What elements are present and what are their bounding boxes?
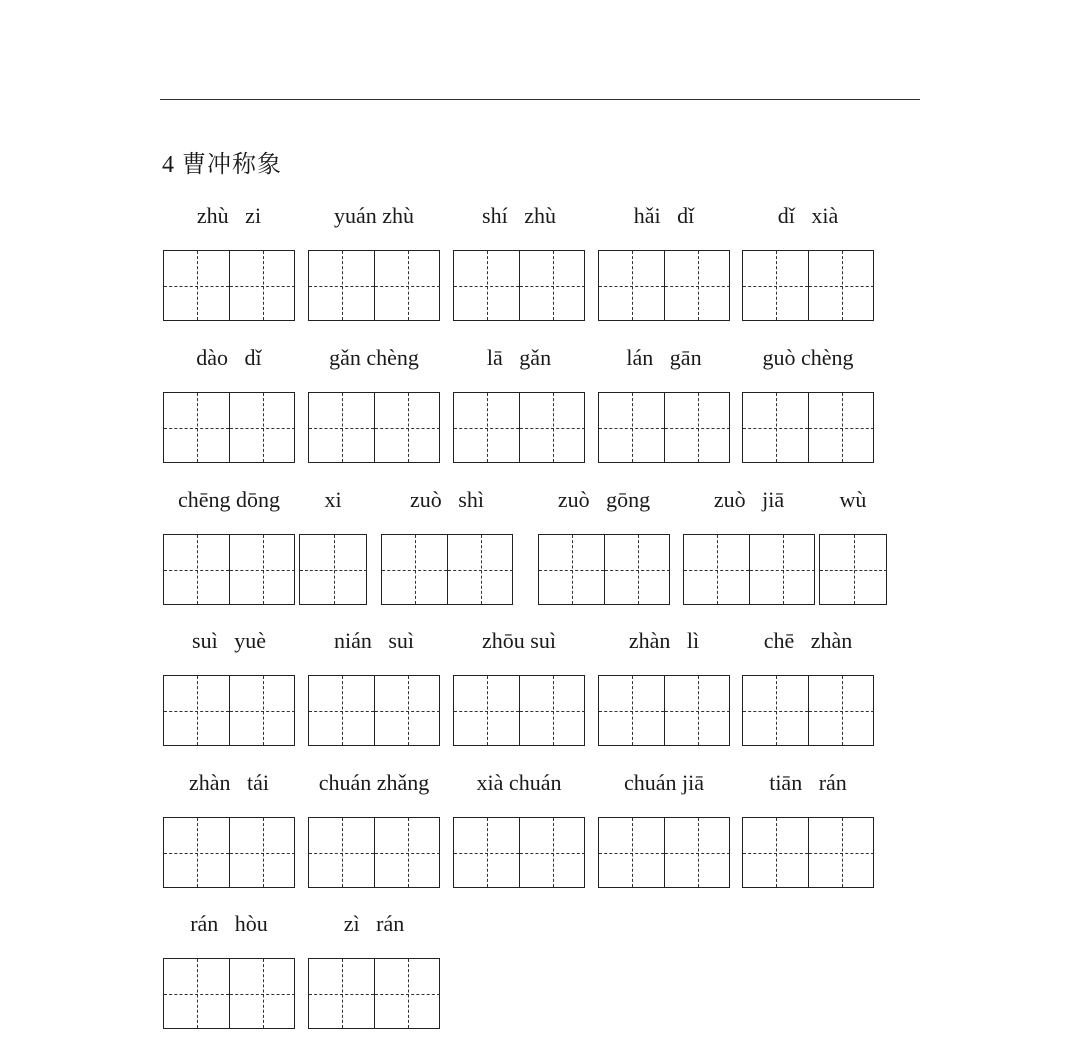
writing-box[interactable] bbox=[163, 817, 295, 888]
guide-line-horizontal bbox=[375, 428, 440, 429]
guide-line-horizontal bbox=[743, 286, 808, 287]
tianzige-cell[interactable] bbox=[743, 393, 808, 462]
tianzige-cell[interactable] bbox=[743, 676, 808, 745]
tianzige-cell[interactable] bbox=[664, 251, 730, 320]
writing-box[interactable] bbox=[163, 392, 295, 463]
guide-line-horizontal bbox=[454, 286, 519, 287]
pinyin-label: chuán jiā bbox=[623, 770, 705, 795]
pinyin-label: zhōu suì bbox=[482, 628, 556, 653]
tianzige-cell[interactable] bbox=[374, 676, 440, 745]
guide-line-horizontal bbox=[164, 570, 229, 571]
tianzige-cell[interactable] bbox=[229, 393, 295, 462]
pinyin-label: zuò gōng bbox=[557, 487, 651, 512]
guide-line-horizontal bbox=[599, 286, 664, 287]
writing-box[interactable] bbox=[453, 250, 585, 321]
tianzige-cell[interactable] bbox=[164, 959, 229, 1028]
tianzige-cell[interactable] bbox=[374, 959, 440, 1028]
guide-line-horizontal bbox=[230, 286, 295, 287]
guide-line-horizontal bbox=[809, 711, 874, 712]
pinyin-label: guò chèng bbox=[762, 345, 854, 370]
tianzige-cell[interactable] bbox=[229, 251, 295, 320]
guide-line-horizontal bbox=[375, 994, 440, 995]
tianzige-cell[interactable] bbox=[164, 818, 229, 887]
guide-line-horizontal bbox=[230, 428, 295, 429]
pinyin-label: yuán zhù bbox=[333, 203, 415, 228]
guide-line-horizontal bbox=[520, 711, 585, 712]
writing-box[interactable] bbox=[598, 675, 730, 746]
tianzige-cell[interactable] bbox=[808, 818, 874, 887]
writing-box[interactable] bbox=[299, 534, 367, 605]
tianzige-cell[interactable] bbox=[749, 535, 815, 604]
guide-line-horizontal bbox=[665, 853, 730, 854]
guide-line-horizontal bbox=[300, 570, 367, 571]
tianzige-cell[interactable] bbox=[599, 818, 664, 887]
tianzige-cell[interactable] bbox=[454, 676, 519, 745]
guide-line-horizontal bbox=[599, 428, 664, 429]
guide-line-horizontal bbox=[164, 711, 229, 712]
guide-line-horizontal bbox=[164, 994, 229, 995]
guide-line-horizontal bbox=[375, 711, 440, 712]
writing-box[interactable] bbox=[163, 534, 295, 605]
pinyin-label: zhàn lì bbox=[628, 628, 700, 653]
tianzige-cell[interactable] bbox=[743, 251, 808, 320]
tianzige-cell[interactable] bbox=[164, 676, 229, 745]
tianzige-cell[interactable] bbox=[820, 535, 887, 604]
pinyin-label: zì rán bbox=[343, 911, 405, 936]
guide-line-horizontal bbox=[375, 853, 440, 854]
pinyin-label: zhù zi bbox=[196, 203, 262, 228]
tianzige-cell[interactable] bbox=[599, 676, 664, 745]
tianzige-cell[interactable] bbox=[309, 818, 374, 887]
guide-line-horizontal bbox=[520, 428, 585, 429]
writing-box[interactable] bbox=[381, 534, 513, 605]
guide-line-horizontal bbox=[382, 570, 447, 571]
tianzige-cell[interactable] bbox=[664, 818, 730, 887]
guide-line-horizontal bbox=[539, 570, 604, 571]
guide-line-horizontal bbox=[309, 286, 374, 287]
tianzige-cell[interactable] bbox=[374, 818, 440, 887]
pinyin-label: shí zhù bbox=[482, 203, 556, 228]
guide-line-horizontal bbox=[164, 428, 229, 429]
pinyin-label: lā gǎn bbox=[486, 345, 552, 370]
writing-box[interactable] bbox=[453, 817, 585, 888]
tianzige-cell[interactable] bbox=[808, 393, 874, 462]
tianzige-cell[interactable] bbox=[454, 251, 519, 320]
tianzige-cell[interactable] bbox=[519, 676, 585, 745]
tianzige-cell[interactable] bbox=[604, 535, 670, 604]
tianzige-cell[interactable] bbox=[539, 535, 604, 604]
guide-line-horizontal bbox=[230, 853, 295, 854]
tianzige-cell[interactable] bbox=[664, 393, 730, 462]
pinyin-label: tiān rán bbox=[769, 770, 847, 795]
pinyin-label: chē zhàn bbox=[763, 628, 853, 653]
tianzige-cell[interactable] bbox=[164, 535, 229, 604]
tianzige-cell[interactable] bbox=[519, 818, 585, 887]
tianzige-cell[interactable] bbox=[454, 818, 519, 887]
guide-line-horizontal bbox=[230, 570, 295, 571]
tianzige-cell[interactable] bbox=[229, 676, 295, 745]
writing-box[interactable] bbox=[163, 675, 295, 746]
tianzige-cell[interactable] bbox=[808, 251, 874, 320]
tianzige-cell[interactable] bbox=[374, 251, 440, 320]
pinyin-label: rán hòu bbox=[190, 911, 268, 936]
tianzige-cell[interactable] bbox=[164, 251, 229, 320]
writing-box[interactable] bbox=[819, 534, 887, 605]
tianzige-cell[interactable] bbox=[808, 676, 874, 745]
tianzige-cell[interactable] bbox=[164, 393, 229, 462]
guide-line-horizontal bbox=[309, 994, 374, 995]
guide-line-horizontal bbox=[230, 711, 295, 712]
top-rule bbox=[160, 99, 920, 100]
guide-line-horizontal bbox=[599, 853, 664, 854]
pinyin-label: xià chuán bbox=[476, 770, 562, 795]
tianzige-cell[interactable] bbox=[599, 393, 664, 462]
writing-box[interactable] bbox=[163, 250, 295, 321]
pinyin-label: zuò jiā bbox=[713, 487, 785, 512]
guide-line-horizontal bbox=[520, 853, 585, 854]
guide-line-horizontal bbox=[599, 711, 664, 712]
writing-box[interactable] bbox=[308, 958, 440, 1029]
guide-line-horizontal bbox=[665, 428, 730, 429]
tianzige-cell[interactable] bbox=[684, 535, 749, 604]
guide-line-horizontal bbox=[820, 570, 887, 571]
pinyin-label: dǐ xià bbox=[777, 203, 839, 228]
guide-line-horizontal bbox=[809, 853, 874, 854]
guide-line-horizontal bbox=[520, 286, 585, 287]
tianzige-cell[interactable] bbox=[309, 959, 374, 1028]
writing-box[interactable] bbox=[453, 675, 585, 746]
pinyin-label: chuán zhǎng bbox=[318, 770, 430, 795]
pinyin-label: gǎn chèng bbox=[329, 345, 419, 370]
tianzige-cell[interactable] bbox=[382, 535, 447, 604]
guide-line-horizontal bbox=[684, 570, 749, 571]
tianzige-cell[interactable] bbox=[454, 393, 519, 462]
writing-box[interactable] bbox=[308, 817, 440, 888]
writing-box[interactable] bbox=[742, 392, 874, 463]
guide-line-horizontal bbox=[665, 711, 730, 712]
tianzige-cell[interactable] bbox=[309, 393, 374, 462]
tianzige-cell[interactable] bbox=[447, 535, 513, 604]
guide-line-horizontal bbox=[454, 853, 519, 854]
guide-line-horizontal bbox=[309, 711, 374, 712]
tianzige-cell[interactable] bbox=[519, 251, 585, 320]
writing-box[interactable] bbox=[683, 534, 815, 605]
guide-line-horizontal bbox=[743, 428, 808, 429]
writing-box[interactable] bbox=[598, 817, 730, 888]
lesson-title: 4 曹冲称象 bbox=[162, 152, 282, 178]
tianzige-cell[interactable] bbox=[309, 251, 374, 320]
writing-box[interactable] bbox=[598, 392, 730, 463]
guide-line-horizontal bbox=[809, 428, 874, 429]
guide-line-horizontal bbox=[665, 286, 730, 287]
guide-line-horizontal bbox=[164, 853, 229, 854]
tianzige-cell[interactable] bbox=[743, 818, 808, 887]
guide-line-horizontal bbox=[454, 711, 519, 712]
tianzige-cell[interactable] bbox=[374, 393, 440, 462]
writing-box[interactable] bbox=[308, 392, 440, 463]
tianzige-cell[interactable] bbox=[300, 535, 367, 604]
tianzige-cell[interactable] bbox=[229, 535, 295, 604]
guide-line-horizontal bbox=[750, 570, 815, 571]
tianzige-cell[interactable] bbox=[599, 251, 664, 320]
guide-line-horizontal bbox=[230, 994, 295, 995]
writing-box[interactable] bbox=[453, 392, 585, 463]
tianzige-cell[interactable] bbox=[229, 818, 295, 887]
guide-line-horizontal bbox=[309, 853, 374, 854]
guide-line-horizontal bbox=[454, 428, 519, 429]
tianzige-cell[interactable] bbox=[664, 676, 730, 745]
pinyin-label: zhàn tái bbox=[188, 770, 270, 795]
pinyin-label: chēng dōng bbox=[177, 487, 281, 512]
pinyin-label: zuò shì bbox=[410, 487, 484, 512]
guide-line-horizontal bbox=[605, 570, 670, 571]
writing-box[interactable] bbox=[742, 817, 874, 888]
pinyin-label: nián suì bbox=[333, 628, 415, 653]
guide-line-horizontal bbox=[164, 286, 229, 287]
guide-line-horizontal bbox=[743, 853, 808, 854]
writing-box[interactable] bbox=[308, 675, 440, 746]
tianzige-cell[interactable] bbox=[519, 393, 585, 462]
writing-box[interactable] bbox=[598, 250, 730, 321]
guide-line-horizontal bbox=[375, 286, 440, 287]
guide-line-horizontal bbox=[309, 428, 374, 429]
writing-box[interactable] bbox=[742, 675, 874, 746]
writing-box[interactable] bbox=[538, 534, 670, 605]
pinyin-label: wù bbox=[839, 487, 867, 512]
pinyin-label: hǎi dǐ bbox=[633, 203, 695, 228]
tianzige-cell[interactable] bbox=[309, 676, 374, 745]
pinyin-label: dào dǐ bbox=[196, 345, 262, 370]
pinyin-label: xi bbox=[324, 487, 342, 512]
writing-box[interactable] bbox=[742, 250, 874, 321]
pinyin-label: lán gān bbox=[626, 345, 702, 370]
guide-line-horizontal bbox=[448, 570, 513, 571]
guide-line-horizontal bbox=[743, 711, 808, 712]
writing-box[interactable] bbox=[163, 958, 295, 1029]
writing-box[interactable] bbox=[308, 250, 440, 321]
pinyin-label: suì yuè bbox=[192, 628, 266, 653]
tianzige-cell[interactable] bbox=[229, 959, 295, 1028]
guide-line-horizontal bbox=[809, 286, 874, 287]
